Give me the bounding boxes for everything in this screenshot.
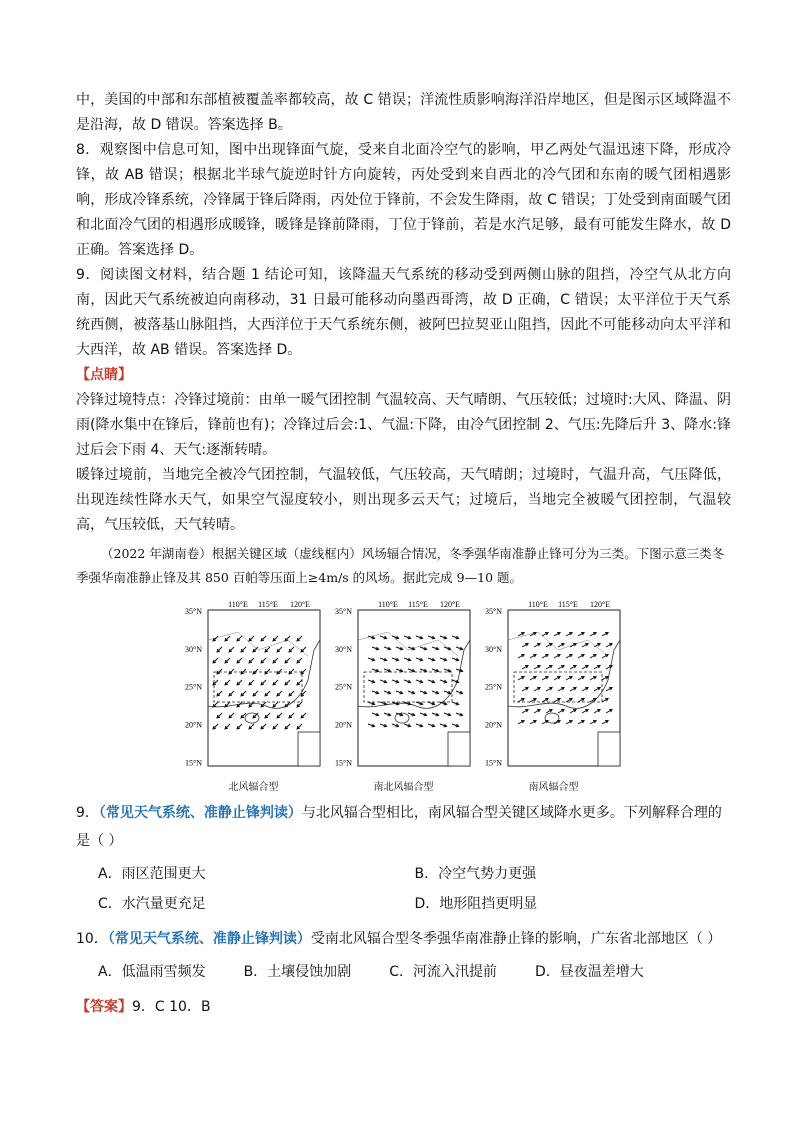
lon-tick-label: 120°E bbox=[589, 600, 610, 609]
option-d: D．昼夜温差增大 bbox=[534, 964, 644, 980]
question-text: 与北风辐合型相比，南风辐合型关键区域降水更多。下列解释合理的是（ ） bbox=[76, 805, 722, 849]
lon-tick-label: 110°E bbox=[227, 600, 248, 609]
question-intro: （2022 年湖南卷）根据关键区域（虚线框内）风场辐合情况，冬季强华南准静止锋可分为三类。下图示意三类冬季强华南准静止锋及其 850 百帕等压面上≥4m/s 的风场。据此完成 9—10 题。 bbox=[76, 546, 725, 585]
answer-line bbox=[76, 993, 731, 1021]
inset-map bbox=[448, 732, 470, 766]
lat-tick-label: 20°N bbox=[484, 720, 502, 730]
lat-tick-label: 20°N bbox=[184, 720, 202, 730]
paragraph-answer-9: 9．阅读图文材料，结合题 1 结论可知，该降温天气系统的移动受到两侧山脉的阻挡，冷空气从北方向南，因此天气系统被迫向南移动，31 日最可能移动向墨西哥湾，故 D 正确，C 错误；太平洋位于天气系统西侧，被落基山脉阻挡，大西洋位于天气系统东侧，被阿巴拉契亚山阻挡，因此不可能移动向太平洋和大西洋，故 AB 错误。答案选择 D。 bbox=[76, 267, 731, 358]
map-caption: 南风辐合型 bbox=[528, 782, 579, 793]
lon-tick-label: 120°E bbox=[439, 600, 460, 609]
lat-tick-label: 15°N bbox=[484, 758, 502, 768]
inset-map bbox=[598, 732, 620, 766]
paragraph-continuation: 中，美国的中部和东部植被覆盖率都较高，故 C 错误；洋流性质影响海洋沿岸地区，但是图示区域降温不是沿海，故 D 错误。答案选择 B。 bbox=[76, 92, 731, 133]
option-b: B．冷空气势力更强 bbox=[414, 866, 537, 882]
lat-tick-label: 30°N bbox=[184, 644, 202, 654]
option-d: D．地形阻挡更明显 bbox=[414, 896, 538, 912]
option-c: C．河流入汛提前 bbox=[389, 964, 497, 980]
map-north-wind bbox=[184, 598, 324, 793]
lat-tick-label: 30°N bbox=[334, 644, 352, 654]
paragraph-answer-8: 8．观察图中信息可知，图中出现锋面气旋，受来自北面冷空气的影响，甲乙两处气温迅速下降，形成冷锋，故 AB 错误；根据北半球气旋逆时针方向旋转，丙处受到来自西北的冷气团和东南的暖气团相遇影响，形成冷锋系统，冷锋属于锋后降雨，丙处位于锋前，不会发生降雨，故 C 错误；丁处受到南面暖气团和北面冷气团的相遇形成暖锋，暖锋是锋前降雨，丁位于锋前，若是水汽足够，最有可能发生降水，故 D 正确。答案选择 D。 bbox=[76, 142, 731, 258]
wind-field-figure bbox=[76, 598, 731, 793]
paragraph-cold-front: 冷锋过境特点：冷锋过境前：由单一暖气团控制 气温较高、天气晴朗、气压较低；过境时:大风、降温、阴雨(降水集中在锋后，锋前也有)；冷锋过后会:1、气温:下降，由冷气团控制 2、气压:先降后升 3、降水:锋过后会下雨 4、天气:逐渐转晴。 bbox=[76, 392, 731, 458]
question-number: 10． bbox=[76, 931, 108, 947]
option-a: A．低温雨雪频发 bbox=[98, 964, 206, 980]
lat-tick-label: 25°N bbox=[334, 682, 352, 692]
lat-tick-label: 15°N bbox=[334, 758, 352, 768]
lat-tick-label: 20°N bbox=[334, 720, 352, 730]
paragraph-warm-front: 暖锋过境前，当地完全被冷气团控制，气温较低，气压较高，天气晴朗；过境时，气温升高，气压降低，出现连续性降水天气，如果空气湿度较小，则出现多云天气；过境后，当地完全被暖气团控制，气温较高，气压较低，天气转晴。 bbox=[76, 467, 731, 533]
lat-tick-label: 25°N bbox=[184, 682, 202, 692]
question-9-options bbox=[98, 859, 731, 919]
lat-tick-label: 35°N bbox=[334, 607, 352, 616]
lon-tick-label: 110°E bbox=[527, 600, 548, 609]
lat-tick-label: 30°N bbox=[484, 644, 502, 654]
option-b: B．土壤侵蚀加剧 bbox=[243, 964, 352, 980]
option-c: C．水汽量更充足 bbox=[98, 896, 206, 912]
map-caption: 南北风辐合型 bbox=[373, 782, 434, 793]
map-north-south-wind bbox=[334, 598, 474, 793]
lat-tick-label: 35°N bbox=[184, 607, 202, 616]
lon-tick-label: 110°E bbox=[377, 600, 398, 609]
question-tag: （常见天气系统、准静止锋判读） bbox=[107, 931, 311, 947]
lat-tick-label: 25°N bbox=[484, 682, 502, 692]
document-body bbox=[76, 88, 731, 1021]
map-caption: 北风辐合型 bbox=[228, 782, 279, 793]
lon-tick-label: 115°E bbox=[257, 600, 278, 609]
lat-tick-label: 15°N bbox=[184, 758, 202, 768]
answer-label: 【答案】 bbox=[76, 999, 132, 1015]
inset-map bbox=[298, 732, 320, 766]
question-10 bbox=[76, 925, 731, 953]
lon-tick-label: 115°E bbox=[557, 600, 578, 609]
map-south-wind bbox=[484, 598, 624, 793]
lat-tick-label: 35°N bbox=[484, 607, 502, 616]
question-tag: （常见天气系统、准静止锋判读） bbox=[98, 805, 302, 821]
question-text: 受南北风辐合型冬季强华南准静止锋的影响，广东省北部地区（ ） bbox=[310, 931, 722, 947]
answer-text: 9．C 10．B bbox=[132, 999, 211, 1015]
question-10-options bbox=[98, 957, 731, 987]
question-9 bbox=[76, 799, 731, 855]
lon-tick-label: 120°E bbox=[289, 600, 310, 609]
tip-label: 【点睛】 bbox=[76, 367, 132, 383]
lon-tick-label: 115°E bbox=[407, 600, 428, 609]
question-number: 9． bbox=[76, 805, 99, 821]
option-a: A．雨区范围更大 bbox=[98, 866, 206, 882]
